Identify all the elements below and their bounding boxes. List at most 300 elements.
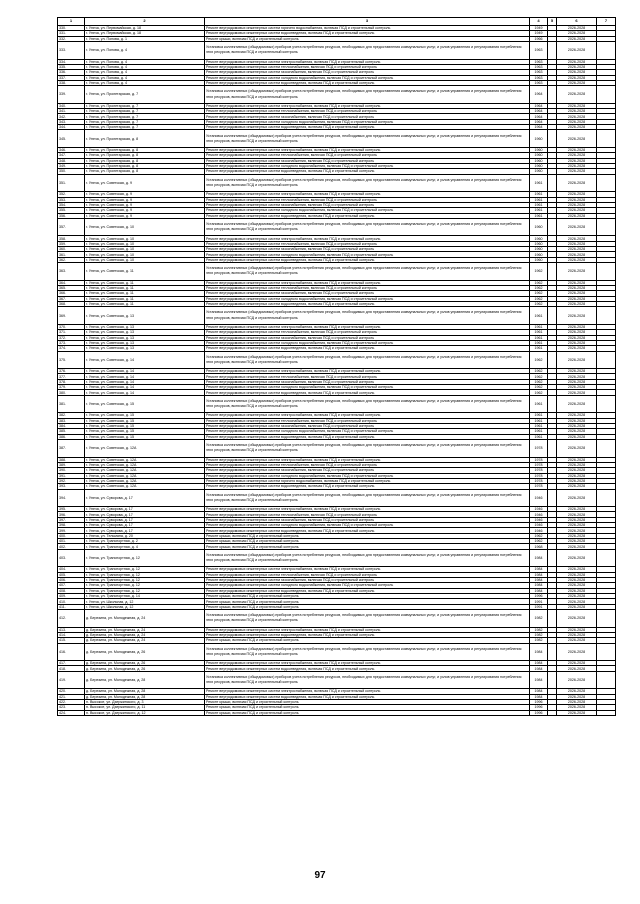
- work-type-cell: Ремонт крыши, включая ПСД и строительный контроль: [205, 544, 530, 549]
- row-number: 357.: [58, 218, 85, 236]
- period-cell: 2026-2028: [557, 36, 597, 41]
- year-cell: 1978: [530, 468, 548, 473]
- work-type-cell: Ремонт крыши, включая ПСД и строительный контроль: [205, 533, 530, 538]
- row-number: 350.: [58, 169, 85, 174]
- address-cell: г. Унеча, ул. Советская, д. 10: [85, 257, 205, 262]
- period-cell: 2026-2028: [557, 208, 597, 213]
- address-cell: г. Унеча, ул. Попова, д. 4: [85, 70, 205, 75]
- work-type-cell: Ремонт внутридомовых инженерных систем газоснабжения, включая ПСД и строительный контроль: [205, 114, 530, 119]
- address-cell: г. Унеча, ул. Советская, д. 13: [85, 335, 205, 340]
- row-number: 382.: [58, 413, 85, 418]
- table-row: [58, 86, 616, 104]
- period-cell: 2026-2028: [557, 70, 597, 75]
- year-cell: 1961: [530, 208, 548, 213]
- row-number: 330.: [58, 26, 85, 31]
- work-type-cell: Ремонт внутридомовых инженерных систем электроснабжения, включая ПСД и строительный контроль: [205, 567, 530, 572]
- table-row: [58, 549, 616, 567]
- period-cell: 2026-2028: [557, 324, 597, 329]
- address-cell: г. Унеча, ул. Пролетарская, д. 7: [85, 109, 205, 114]
- row-number: 336.: [58, 70, 85, 75]
- row-number: 397.: [58, 517, 85, 522]
- row-number: 373.: [58, 340, 85, 345]
- row-number: 381.: [58, 395, 85, 413]
- year-cell: 1984: [530, 572, 548, 577]
- address-cell: г. Унеча, ул. Советская, д. 11: [85, 263, 205, 281]
- period-cell: 2026-2028: [557, 346, 597, 351]
- year-cell: 1961: [530, 197, 548, 202]
- period-cell: 2026-2028: [557, 567, 597, 572]
- year-cell: 1978: [530, 473, 548, 478]
- empty-cell: [597, 671, 616, 689]
- row-number: 387.: [58, 440, 85, 458]
- work-type-cell: Ремонт крыши, включая ПСД и строительный контроль: [205, 599, 530, 604]
- empty-cell: [548, 307, 557, 325]
- year-cell: 1961: [530, 192, 548, 197]
- work-type-cell: Установка коллективных (общедомовых) приборов учета потребления ресурсов, необходимых для предоставления коммунальных услуг, и узлов управления и регулирования потребления этих ресурсов, включая ПСД и строительный контроль: [205, 671, 530, 689]
- work-type-cell: Ремонт внутридомовых инженерных систем холодного водоснабжения, включая ПСД и строительный контроль: [205, 296, 530, 301]
- work-type-cell: Ремонт внутридомовых инженерных систем холодного водоснабжения, включая ПСД и строительный контроль: [205, 385, 530, 390]
- work-type-cell: Ремонт внутридомовых инженерных систем газоснабжения, включая ПСД и строительный контроль: [205, 70, 530, 75]
- period-cell: 2026-2028: [557, 632, 597, 637]
- period-cell: 2026-2028: [557, 330, 597, 335]
- row-number: 355.: [58, 208, 85, 213]
- year-cell: 1982: [530, 627, 548, 632]
- year-cell: 1963: [530, 80, 548, 85]
- year-cell: 1964: [530, 119, 548, 124]
- column-header: 4: [530, 18, 548, 26]
- year-cell: 1960: [530, 158, 548, 163]
- address-cell: д. Березина, ул. Молодежная, д. 24: [85, 610, 205, 628]
- row-number: 349.: [58, 164, 85, 169]
- year-cell: 1963: [530, 59, 548, 64]
- period-cell: 2026-2028: [557, 296, 597, 301]
- year-cell: 1984: [530, 671, 548, 689]
- period-cell: 2026-2028: [557, 423, 597, 428]
- row-number: 338.: [58, 80, 85, 85]
- period-cell: 2026-2028: [557, 64, 597, 69]
- period-cell: 2026-2028: [557, 59, 597, 64]
- work-type-cell: Ремонт внутридомовых инженерных систем холодного водоснабжения, включая ПСД и строительный контроль: [205, 75, 530, 80]
- period-cell: 2026-2028: [557, 285, 597, 290]
- address-cell: г. Унеча, ул. Советская, д. 14: [85, 374, 205, 379]
- table-row: [58, 643, 616, 661]
- address-cell: г. Унеча, ул. Советская, д. 13: [85, 346, 205, 351]
- year-cell: 1984: [530, 643, 548, 661]
- address-cell: г. Унеча, ул. Советская, д. 9: [85, 192, 205, 197]
- work-type-cell: Ремонт внутридомовых инженерных систем водоотведения, включая ПСД и строительный контроль: [205, 346, 530, 351]
- address-cell: г. Унеча, ул. Советская, д. 12А: [85, 478, 205, 483]
- empty-cell: [548, 42, 557, 60]
- work-type-cell: Ремонт внутридомовых инженерных систем теплоснабжения, включая ПСД и строительный контроль: [205, 64, 530, 69]
- period-cell: 2026-2028: [557, 263, 597, 281]
- year-cell: 1982: [530, 610, 548, 628]
- row-number: 344.: [58, 125, 85, 130]
- work-type-cell: Ремонт внутридомовых инженерных систем холодного водоснабжения, включая ПСД и строительный контроль: [205, 208, 530, 213]
- period-cell: 2026-2028: [557, 517, 597, 522]
- table-row: [58, 130, 616, 148]
- row-number: 342.: [58, 114, 85, 119]
- period-cell: 2026-2028: [557, 468, 597, 473]
- row-number: 337.: [58, 75, 85, 80]
- address-cell: г. Унеча, ул. Пролетарская, д. 8: [85, 158, 205, 163]
- period-cell: 2026-2028: [557, 257, 597, 262]
- work-type-cell: Ремонт внутридомовых инженерных систем водоотведения, включая ПСД и строительный контроль: [205, 213, 530, 218]
- row-number: 398.: [58, 523, 85, 528]
- row-number: 347.: [58, 153, 85, 158]
- year-cell: 1964: [530, 125, 548, 130]
- period-cell: 2026-2028: [557, 213, 597, 218]
- year-cell: 1960: [530, 257, 548, 262]
- empty-cell: [548, 130, 557, 148]
- period-cell: 2026-2028: [557, 351, 597, 369]
- address-cell: г. Унеча, ул. Попова, д. 4: [85, 42, 205, 60]
- period-cell: 2026-2028: [557, 434, 597, 439]
- empty-cell: [548, 395, 557, 413]
- period-cell: 2026-2028: [557, 638, 597, 643]
- year-cell: 1960: [530, 147, 548, 152]
- period-cell: 2026-2028: [557, 247, 597, 252]
- row-number: 351.: [58, 174, 85, 192]
- table-row: [58, 610, 616, 628]
- row-number: 424.: [58, 710, 85, 715]
- year-cell: 1966: [530, 36, 548, 41]
- row-number: 421.: [58, 694, 85, 699]
- year-cell: 1960: [530, 164, 548, 169]
- period-cell: 2026-2028: [557, 42, 597, 60]
- period-cell: 2026-2028: [557, 379, 597, 384]
- year-cell: 1996: [530, 699, 548, 704]
- year-cell: 1961: [530, 213, 548, 218]
- row-number: 413.: [58, 627, 85, 632]
- column-header: 2: [85, 18, 205, 26]
- address-cell: г. Унеча, ул. Пролетарская, д. 7: [85, 119, 205, 124]
- work-type-cell: Установка коллективных (общедомовых) приборов учета потребления ресурсов, необходимых для предоставления коммунальных услуг, и узлов управления и регулирования потребления этих ресурсов, включая ПСД и строительный контроль: [205, 395, 530, 413]
- work-type-cell: Ремонт внутридомовых инженерных систем холодного водоснабжения, включая ПСД и строительный контроль: [205, 583, 530, 588]
- row-number: 384.: [58, 423, 85, 428]
- period-cell: 2026-2028: [557, 489, 597, 507]
- year-cell: 1961: [530, 335, 548, 340]
- empty-cell: [548, 263, 557, 281]
- address-cell: г. Унеча, ул. Советская, д. 12А: [85, 473, 205, 478]
- work-type-cell: Ремонт внутридомовых инженерных систем холодного водоснабжения, включая ПСД и строительный контроль: [205, 340, 530, 345]
- empty-cell: [597, 610, 616, 628]
- work-type-cell: Ремонт внутридомовых инженерных систем водоотведения, включая ПСД и строительный контроль: [205, 666, 530, 671]
- row-number: 402.: [58, 544, 85, 549]
- work-type-cell: Ремонт внутридомовых инженерных систем теплоснабжения, включая ПСД и строительный контроль: [205, 109, 530, 114]
- row-number: 390.: [58, 468, 85, 473]
- row-number: 368.: [58, 302, 85, 307]
- address-cell: г. Унеча, ул. Советская, д. 11: [85, 302, 205, 307]
- work-type-cell: Ремонт внутридомовых инженерных систем электроснабжения, включая ПСД и строительный контроль: [205, 324, 530, 329]
- year-cell: 1962: [530, 390, 548, 395]
- period-cell: 2026-2028: [557, 710, 597, 715]
- row-number: 375.: [58, 351, 85, 369]
- work-type-cell: Ремонт внутридомовых инженерных систем электроснабжения, включая ПСД и строительный контроль: [205, 413, 530, 418]
- empty-cell: [597, 489, 616, 507]
- address-cell: д. Березина, ул. Молодежная, д. 24: [85, 638, 205, 643]
- row-number: 341.: [58, 109, 85, 114]
- row-number: 416.: [58, 643, 85, 661]
- period-cell: 2026-2028: [557, 429, 597, 434]
- empty-cell: [548, 440, 557, 458]
- address-cell: г. Унеча, ул. Суворова, д. 17: [85, 512, 205, 517]
- period-cell: 2026-2028: [557, 291, 597, 296]
- work-type-cell: Ремонт внутридомовых инженерных систем газоснабжения, включая ПСД и строительный контроль: [205, 423, 530, 428]
- work-type-cell: Ремонт внутридомовых инженерных систем электроснабжения, включая ПСД и строительный контроль: [205, 103, 530, 108]
- column-header: 6: [557, 18, 597, 26]
- row-number: 372.: [58, 335, 85, 340]
- address-cell: г. Унеча, ул. Советская, д. 9: [85, 197, 205, 202]
- table-row: [58, 351, 616, 369]
- address-cell: г. Унеча, ул. Советская, д. 13: [85, 307, 205, 325]
- empty-cell: [548, 351, 557, 369]
- work-type-cell: Установка коллективных (общедомовых) приборов учета потребления ресурсов, необходимых для предоставления коммунальных услуг, и узлов управления и регулирования потребления этих ресурсов, включая ПСД и строительный контроль: [205, 549, 530, 567]
- year-cell: 1964: [530, 86, 548, 104]
- period-cell: 2026-2028: [557, 307, 597, 325]
- row-number: 367.: [58, 296, 85, 301]
- row-number: 380.: [58, 390, 85, 395]
- row-number: 369.: [58, 307, 85, 325]
- empty-cell: [597, 710, 616, 715]
- row-number: 403.: [58, 549, 85, 567]
- period-cell: 2026-2028: [557, 302, 597, 307]
- address-cell: г. Унеча, ул. Советская, д. 12А: [85, 462, 205, 467]
- year-cell: 1984: [530, 567, 548, 572]
- address-cell: д. Березина, ул. Молодежная, д. 28: [85, 671, 205, 689]
- year-cell: 1964: [530, 109, 548, 114]
- address-cell: д. Березина, ул. Молодежная, д. 26: [85, 661, 205, 666]
- period-cell: 2026-2028: [557, 599, 597, 604]
- address-cell: г. Унеча, ул. Советская, д. 14: [85, 369, 205, 374]
- work-type-cell: Ремонт внутридомовых инженерных систем холодного водоснабжения, включая ПСД и строительный контроль: [205, 119, 530, 124]
- period-cell: 2026-2028: [557, 202, 597, 207]
- address-cell: г. Унеча, ул. Суворова, д. 17: [85, 523, 205, 528]
- address-cell: г. Унеча, ул. Пролетарская, д. 7: [85, 114, 205, 119]
- period-cell: 2026-2028: [557, 340, 597, 345]
- address-cell: г. Унеча, ул. Пролетарская, д. 8: [85, 164, 205, 169]
- address-cell: д. Березина, ул. Молодежная, д. 26: [85, 643, 205, 661]
- work-type-cell: Ремонт внутридомовых инженерных систем теплоснабжения, включая ПСД и строительный контроль: [205, 153, 530, 158]
- table-header-row: [58, 18, 616, 26]
- year-cell: 1962: [530, 351, 548, 369]
- column-header: 5: [548, 18, 557, 26]
- period-cell: 2026-2028: [557, 192, 597, 197]
- empty-cell: [597, 130, 616, 148]
- year-cell: 1960: [530, 247, 548, 252]
- column-header: 1: [58, 18, 85, 26]
- address-cell: г. Унеча, ул. Попова, д. 4: [85, 59, 205, 64]
- year-cell: 1982: [530, 638, 548, 643]
- work-type-cell: Ремонт внутридомовых инженерных систем водоотведения, включая ПСД и строительный контроль: [205, 434, 530, 439]
- row-number: 379.: [58, 385, 85, 390]
- period-cell: 2026-2028: [557, 390, 597, 395]
- work-type-cell: Ремонт внутридомовых инженерных систем водоотведения, включая ПСД и строительный контроль: [205, 528, 530, 533]
- year-cell: 1946: [530, 512, 548, 517]
- work-type-cell: Ремонт крыши, включая ПСД и строительный контроль: [205, 638, 530, 643]
- row-number: 360.: [58, 247, 85, 252]
- period-cell: 2026-2028: [557, 462, 597, 467]
- year-cell: 1949: [530, 31, 548, 36]
- address-cell: г. Унеча, ул. Советская, д. 10: [85, 247, 205, 252]
- table-row: [58, 174, 616, 192]
- address-cell: д. Березина, ул. Молодежная, д. 24: [85, 627, 205, 632]
- work-type-cell: Ремонт внутридомовых инженерных систем водоотведения, включая ПСД и строительный контроль: [205, 632, 530, 637]
- row-number: 415.: [58, 638, 85, 643]
- empty-cell: [548, 549, 557, 567]
- work-type-cell: Ремонт внутридомовых инженерных систем электроснабжения, включая ПСД и строительный контроль: [205, 59, 530, 64]
- work-type-cell: Ремонт внутридомовых инженерных систем теплоснабжения, включая ПСД и строительный контроль: [205, 572, 530, 577]
- period-cell: 2026-2028: [557, 572, 597, 577]
- period-cell: 2026-2028: [557, 75, 597, 80]
- period-cell: 2026-2028: [557, 280, 597, 285]
- work-type-cell: Установка коллективных (общедомовых) приборов учета потребления ресурсов, необходимых для предоставления коммунальных услуг, и узлов управления и регулирования потребления этих ресурсов, включая ПСД и строительный контроль: [205, 351, 530, 369]
- period-cell: 2026-2028: [557, 661, 597, 666]
- work-type-cell: Ремонт внутридомовых инженерных систем электроснабжения, включая ПСД и строительный контроль: [205, 689, 530, 694]
- year-cell: 1963: [530, 42, 548, 60]
- period-cell: 2026-2028: [557, 31, 597, 36]
- address-cell: г. Унеча, ул. Пролетарская, д. 8: [85, 169, 205, 174]
- address-cell: г. Унеча, ул. Транспортная, д. 12: [85, 583, 205, 588]
- address-cell: г. Унеча, ул. Пролетарская, д. 8: [85, 153, 205, 158]
- row-number: 332.: [58, 36, 85, 41]
- work-type-cell: Ремонт внутридомовых инженерных систем электроснабжения, включая ПСД и строительный контроль: [205, 192, 530, 197]
- address-cell: г. Унеча, ул. Советская, д. 12А: [85, 440, 205, 458]
- row-number: 378.: [58, 379, 85, 384]
- row-number: 386.: [58, 434, 85, 439]
- row-number: 391.: [58, 473, 85, 478]
- address-cell: г. Унеча, ул. Суворова, д. 17: [85, 489, 205, 507]
- row-number: 345.: [58, 130, 85, 148]
- year-cell: 1964: [530, 114, 548, 119]
- period-cell: 2026-2028: [557, 549, 597, 567]
- work-type-cell: Ремонт внутридомовых инженерных систем электроснабжения, включая ПСД и строительный контроль: [205, 507, 530, 512]
- empty-cell: [548, 710, 557, 715]
- empty-cell: [597, 42, 616, 60]
- period-cell: 2026-2028: [557, 578, 597, 583]
- row-number: 412.: [58, 610, 85, 628]
- row-number: 419.: [58, 671, 85, 689]
- period-cell: 2026-2028: [557, 418, 597, 423]
- empty-cell: [597, 86, 616, 104]
- year-cell: 1962: [530, 291, 548, 296]
- table-row: [58, 42, 616, 60]
- row-number: 414.: [58, 632, 85, 637]
- row-number: 362.: [58, 257, 85, 262]
- address-cell: г. Унеча, ул. Советская, д. 9: [85, 174, 205, 192]
- row-number: 366.: [58, 291, 85, 296]
- address-cell: г. Унеча, ул. Советская, д. 15: [85, 418, 205, 423]
- address-cell: г. Унеча, ул. Транспортная, д. 4: [85, 544, 205, 549]
- table-row: [58, 307, 616, 325]
- work-type-cell: Ремонт внутридомовых инженерных систем теплоснабжения, включая ПСД и строительный контроль: [205, 330, 530, 335]
- period-cell: 2026-2028: [557, 705, 597, 710]
- period-cell: 2026-2028: [557, 174, 597, 192]
- row-number: 423.: [58, 705, 85, 710]
- period-cell: 2026-2028: [557, 478, 597, 483]
- address-cell: г. Унеча, ул. Советская, д. 10: [85, 241, 205, 246]
- address-cell: д. Березина, ул. Молодежная, д. 28: [85, 694, 205, 699]
- work-type-cell: Установка коллективных (общедомовых) приборов учета потребления ресурсов, необходимых для предоставления коммунальных услуг, и узлов управления и регулирования потребления этих ресурсов, включая ПСД и строительный контроль: [205, 489, 530, 507]
- year-cell: 1960: [530, 169, 548, 174]
- period-cell: 2026-2028: [557, 440, 597, 458]
- period-cell: 2026-2028: [557, 86, 597, 104]
- period-cell: 2026-2028: [557, 544, 597, 549]
- period-cell: 2026-2028: [557, 236, 597, 241]
- year-cell: 1946: [530, 489, 548, 507]
- empty-cell: [548, 174, 557, 192]
- period-cell: 2026-2028: [557, 109, 597, 114]
- year-cell: 1961: [530, 434, 548, 439]
- work-type-cell: Ремонт внутридомовых инженерных систем водоотведения, включая ПСД и строительный контроль: [205, 302, 530, 307]
- empty-cell: [597, 218, 616, 236]
- work-type-cell: Установка коллективных (общедомовых) приборов учета потребления ресурсов, необходимых для предоставления коммунальных услуг, и узлов управления и регулирования потребления этих ресурсов, включая ПСД и строительный контроль: [205, 86, 530, 104]
- address-cell: г. Унеча, ул. Первомайская, д. 18: [85, 31, 205, 36]
- year-cell: 1961: [530, 429, 548, 434]
- work-type-cell: Ремонт внутридомовых инженерных систем газоснабжения, включая ПСД и строительный контроль: [205, 158, 530, 163]
- row-number: 394.: [58, 489, 85, 507]
- table-row: [58, 489, 616, 507]
- address-cell: г. Унеча, ул. Пролетарская, д. 8: [85, 147, 205, 152]
- work-type-cell: Ремонт внутридомовых инженерных систем теплоснабжения, включая ПСД и строительный контроль: [205, 241, 530, 246]
- year-cell: 1996: [530, 710, 548, 715]
- work-type-cell: Установка коллективных (общедомовых) приборов учета потребления ресурсов, необходимых для предоставления коммунальных услуг, и узлов управления и регулирования потребления этих ресурсов, включая ПСД и строительный контроль: [205, 643, 530, 661]
- address-cell: г. Унеча, ул. Советская, д. 14: [85, 385, 205, 390]
- column-header: 3: [205, 18, 530, 26]
- row-number: 408.: [58, 588, 85, 593]
- address-cell: г. Унеча, ул. Советская, д. 12А: [85, 484, 205, 489]
- address-cell: г. Унеча, ул. Советская, д. 12А: [85, 457, 205, 462]
- work-type-cell: Ремонт внутридомовых инженерных систем газоснабжения, включая ПСД и строительный контроль: [205, 379, 530, 384]
- address-cell: г. Унеча, ул. Советская, д. 15: [85, 429, 205, 434]
- year-cell: 1960: [530, 130, 548, 148]
- year-cell: 1961: [530, 423, 548, 428]
- row-number: 333.: [58, 42, 85, 60]
- year-cell: 1962: [530, 296, 548, 301]
- period-cell: 2026-2028: [557, 153, 597, 158]
- address-cell: г. Унеча, ул. Советская, д. 14: [85, 379, 205, 384]
- work-type-cell: Ремонт внутридомовых инженерных систем электроснабжения, включая ПСД и строительный контроль: [205, 661, 530, 666]
- address-cell: г. Унеча, ул. Советская, д. 9: [85, 202, 205, 207]
- period-cell: 2026-2028: [557, 103, 597, 108]
- address-cell: г. Унеча, ул. Попова, д. 4: [85, 80, 205, 85]
- period-cell: 2026-2028: [557, 539, 597, 544]
- table-row: [58, 395, 616, 413]
- row-number: 343.: [58, 119, 85, 124]
- row-number: 370.: [58, 324, 85, 329]
- row-number: 399.: [58, 528, 85, 533]
- address-cell: г. Унеча, ул. Советская, д. 15: [85, 395, 205, 413]
- work-type-cell: Установка коллективных (общедомовых) приборов учета потребления ресурсов, необходимых для предоставления коммунальных услуг, и узлов управления и регулирования потребления этих ресурсов, включая ПСД и строительный контроль: [205, 440, 530, 458]
- address-cell: д. Березина, ул. Молодежная, д. 24: [85, 632, 205, 637]
- year-cell: 1961: [530, 346, 548, 351]
- row-number: 396.: [58, 512, 85, 517]
- work-type-cell: Ремонт внутридомовых инженерных систем водоотведения, включая ПСД и строительный контроль: [205, 694, 530, 699]
- empty-cell: [597, 351, 616, 369]
- address-cell: г. Унеча, ул. Советская, д. 11: [85, 280, 205, 285]
- year-cell: 1984: [530, 689, 548, 694]
- year-cell: 1961: [530, 330, 548, 335]
- period-cell: 2026-2028: [557, 671, 597, 689]
- row-number: 385.: [58, 429, 85, 434]
- row-number: 411.: [58, 604, 85, 609]
- address-cell: г. Унеча, ул. Суворова, д. 17: [85, 507, 205, 512]
- address-cell: г. Унеча, ул. Советская, д. 15: [85, 413, 205, 418]
- year-cell: 1991: [530, 604, 548, 609]
- work-type-cell: Ремонт внутридомовых инженерных систем горячего водоснабжения, включая ПСД и строительный контроль: [205, 26, 530, 31]
- row-number: 389.: [58, 462, 85, 467]
- row-number: 407.: [58, 583, 85, 588]
- work-type-cell: Ремонт внутридомовых инженерных систем электроснабжения, включая ПСД и строительный контроль: [205, 236, 530, 241]
